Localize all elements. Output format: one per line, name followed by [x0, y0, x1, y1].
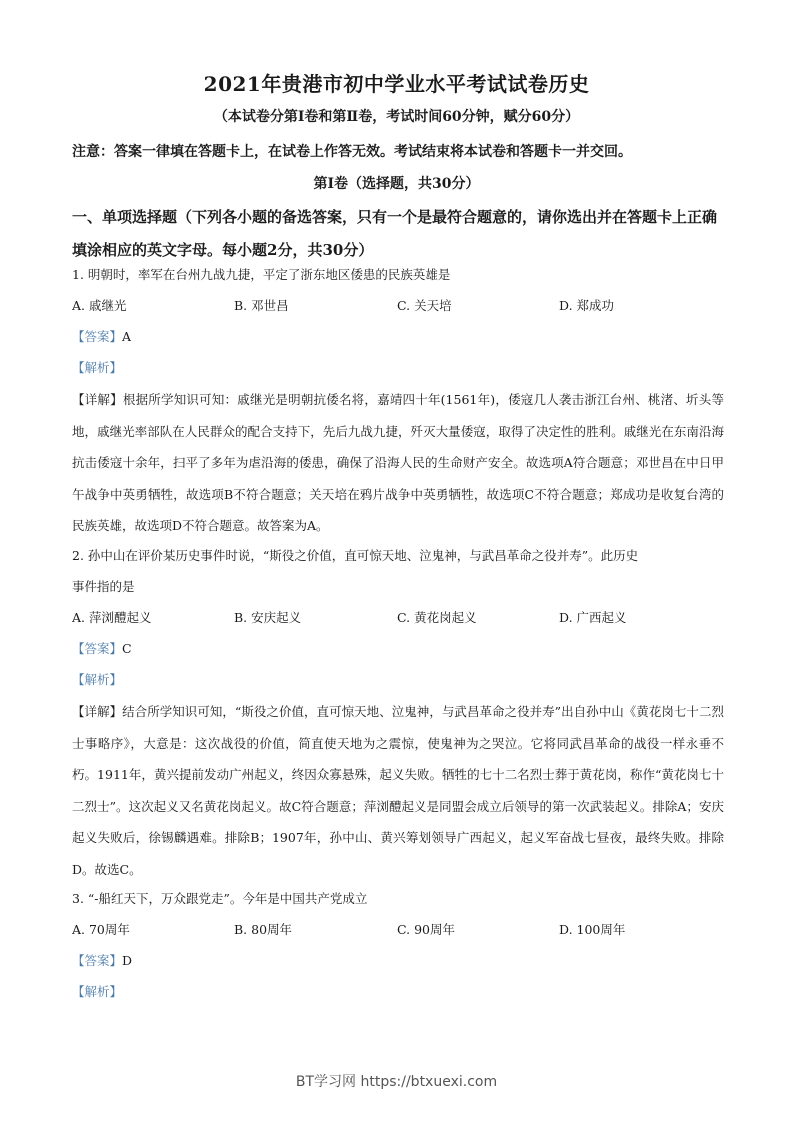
question-3-answer [72, 951, 132, 971]
part-heading: 第Ⅰ卷（选择题，共30分） [313, 176, 480, 192]
question-2-stem-line-1: 2. 孙中山在评价某历史事件时说，“斯役之价值，直可惊天地、泣鬼神，与武昌革命之役并寿”。此历史 [72, 548, 639, 563]
footer-watermark: BT学习网 https://btxuexi.com [295, 1074, 498, 1090]
question-1-answer [72, 327, 131, 347]
option-c: C. 关天培 [397, 298, 452, 313]
section-heading: 一、单项选择题（下列各小题的备选答案，只有一个是最符合题意的，请你选出并在答题卡上正确填涂相应的英文字母。每小题2分，共30分） [72, 208, 718, 259]
answer-label: 【答案】 [72, 641, 123, 656]
question-1-detail [72, 384, 724, 542]
question-3-stem: 3. “-船红天下，万众跟党走”。今年是中国共产党成立 [72, 891, 368, 906]
exam-subtitle: （本试卷分第Ⅰ卷和第Ⅱ卷，考试时间60分钟，赋分60分） [213, 109, 580, 125]
question-1-options [72, 296, 732, 316]
option-a: A. 萍浏醴起义 [72, 610, 152, 625]
question-2-analysis [72, 670, 122, 690]
question-2-stem-line-2: 事件指的是 [72, 579, 135, 594]
question-3-options [72, 920, 732, 940]
detail-text: 结合所学知识可知，“斯役之价值，直可惊天地、泣鬼神，与武昌革命之役并寿”出自孙中山《黄花岗七十二烈士事略序》，大意是：这次战役的价值，简直使天地为之震惊，使鬼神为之哭泣。它将同武昌革命的战役一样永垂不朽。1911年，黄兴提前发动广州起义，终因众寡悬殊，起义失败。牺牲的七十二名烈士葬于黄花岗，称作“黄花岗七十二烈士”。这次起义又名黄花岗起义。故C符合题意；萍浏醴起义是同盟会成立后领导的第一次武装起义。排除A；安庆起义失败后，徐锡麟遇难。排除B；1907年，孙中山、黄兴筹划领导广西起义，起义军奋战七昼夜，最终失败。排除D。故选C。 [72, 704, 724, 877]
option-c: C. 黄花岗起义 [397, 610, 477, 625]
answer-label: 【答案】 [72, 953, 123, 968]
option-c: C. 90周年 [397, 922, 455, 937]
exam-notice: 注意：答案一律填在答题卡上，在试卷上作答无效。考试结束将本试卷和答题卡一并交回。 [72, 144, 632, 160]
detail-label: 【详解】 [72, 704, 123, 719]
option-b: B. 80周年 [234, 922, 293, 937]
answer-value: C [122, 641, 132, 656]
question-3-analysis [72, 982, 122, 1002]
detail-text: 根据所学知识可知：戚继光是明朝抗倭名将，嘉靖四十年(1561年)，倭寇几人袭击浙江台州、桃渚、圻头等地，戚继光率部队在人民群众的配合支持下，先后九战九捷，歼灭大量倭寇，取得了决定性的胜利。戚继光在东南沿海抗击倭寇十余年，扫平了多年为虐沿海的倭患，确保了沿海人民的生命财产安全。故选项A符合题意；邓世昌在中日甲午战争中英勇牺牲，故选项B不符合题意；关天培在鸦片战争中英勇牺牲，故选项C不符合题意；郑成功是收复台湾的民族英雄，故选项D不符合题意。故答案为A。 [72, 392, 724, 533]
answer-value: A [122, 329, 132, 344]
option-a: A. 戚继光 [72, 298, 127, 313]
detail-label: 【详解】 [72, 392, 123, 407]
answer-label: 【答案】 [72, 329, 123, 344]
analysis-label: 【解析】 [72, 360, 123, 375]
option-d: D. 广西起义 [559, 610, 627, 625]
answer-value: D [122, 953, 133, 968]
page-title: 2021年贵港市初中学业水平考试试卷历史 [203, 72, 590, 96]
question-1-stem: 1. 明朝时，率军在台州九战九捷，平定了浙东地区倭患的民族英雄是 [72, 267, 451, 282]
option-d: D. 100周年 [559, 922, 626, 937]
question-1-analysis [72, 358, 122, 378]
question-2-options [72, 608, 732, 628]
question-2-answer [72, 639, 132, 659]
analysis-label: 【解析】 [72, 672, 123, 687]
option-b: B. 安庆起义 [234, 610, 302, 625]
question-2-detail [72, 696, 724, 885]
analysis-label: 【解析】 [72, 984, 123, 999]
option-d: D. 郑成功 [559, 298, 615, 313]
option-a: A. 70周年 [72, 922, 130, 937]
option-b: B. 邓世昌 [234, 298, 289, 313]
